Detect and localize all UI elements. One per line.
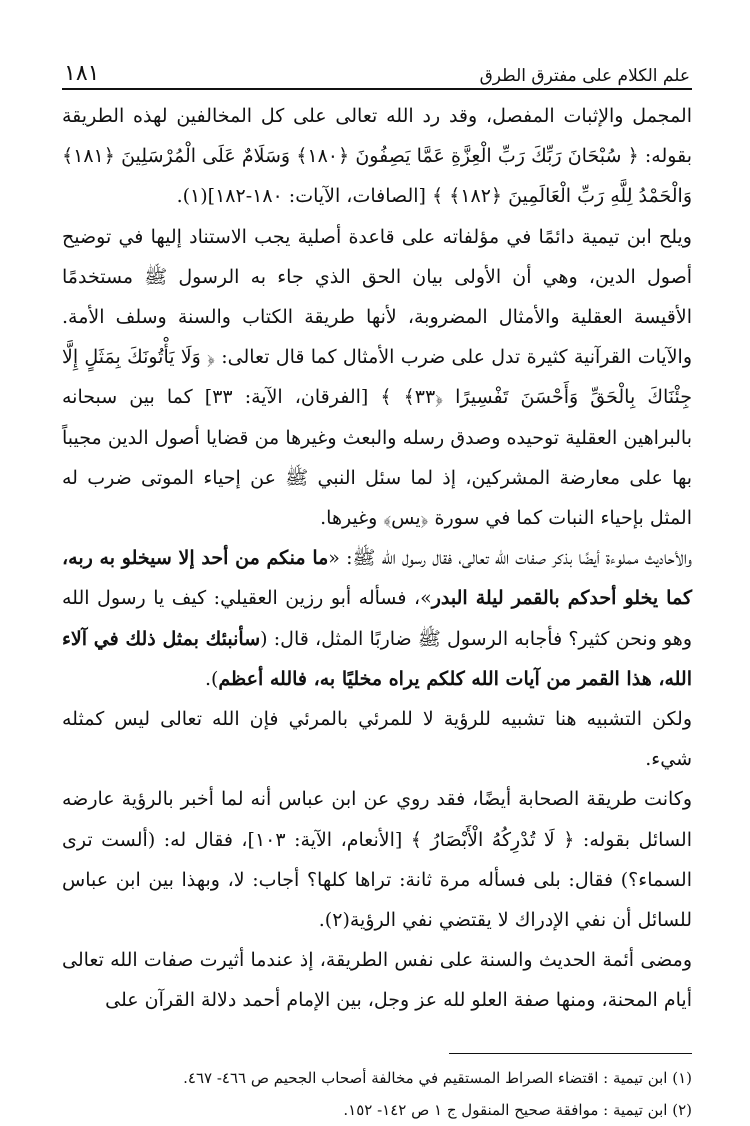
paragraph-hadith bbox=[62, 538, 692, 699]
paragraph-ibn-taymiyya-method: ويلح ابن تيمية دائمًا في مؤلفاته على قاعدة أصلية يجب الاستناد إليها في توضيح أصول الدين، وهي أن الأولى بيان الحق الذي جاء به الرسول ﷺ مستخدمًا الأقيسة العقلية والأمثال المضروبة، لأنها طريقة الكتاب والسنة وسلف الأمة. والآيات القرآنية كثيرة تدل على ضرب الأمثال كما قال تعالى: ﴿ وَلَا يَأْتُونَكَ بِمَثَلٍ إِلَّا جِئْنَاكَ بِالْحَقِّ وَأَحْسَنَ تَفْسِيرًا ﴿٣٣﴾ ﴾ [الفرقان، الآية: ٣٣] كما بين سبحانه بالبراهين العقلية توحيده وصدق رسله والبعث وغيرها من قضايا أصول الدين مجيباً بها على معارضة المشركين، إذ لما سئل النبي ﷺ عن إحياء الموتى ضرب له المثل بإحياء النبات كما في سورة ﴿يس﴾ وغيرها. bbox=[62, 225, 692, 530]
footnote-1: (١) ابن تيمية : اقتضاء الصراط المستقيم في مخالفة أصحاب الجحيم ص ٤٦٦- ٤٦٧. bbox=[183, 1068, 692, 1087]
hadith-intro: والأحاديث مملوءة أيضًا بذكر صفات الله تعالى، فقال رسول الله ﷺ: « bbox=[328, 547, 692, 570]
paragraph-quran-saffat: المجمل والإثبات المفصل، وقد رد الله تعالى على كل المخالفين لهذه الطريقة بقوله: ﴿ سُبْحَانَ رَبِّكَ رَبِّ الْعِزَّةِ عَمَّا يَصِفُونَ ﴿١٨٠﴾ وَسَلَامٌ عَلَى الْمُرْسَلِينَ ﴿١٨١﴾ وَالْحَمْدُ لِلَّهِ رَبِّ الْعَالَمِينَ ﴿١٨٢﴾ ﴾ [الصافات، الآيات: ١٨٠-١٨٢](١). bbox=[62, 105, 692, 208]
hadith-quote: ما منكم من أحد إلا سيخلو به ربه، كما يخلو أحدكم بالقمر ليلة البدر bbox=[62, 547, 692, 610]
running-title: علم الكلام على مفترق الطرق bbox=[479, 66, 690, 86]
paragraph-imams: ومضى أئمة الحديث والسنة على نفس الطريقة، إذ عندما أثيرت صفات الله تعالى أيام المحنة، ومنها صفة العلو لله عز وجل، بين الإمام أحمد دلالة القرآن على bbox=[62, 949, 692, 1012]
page-header bbox=[62, 52, 692, 90]
page-number: ١٨١ bbox=[64, 61, 100, 86]
footnote-divider bbox=[449, 1053, 692, 1054]
hadith-middle: »، فسأله أبو رزين العقيلي: كيف يا رسول الله وهو ونحن كثير؟ فأجابه الرسول ﷺ ضاربًا المثل، قال: ( bbox=[62, 587, 692, 650]
book-page bbox=[62, 52, 692, 1126]
paragraph-sahaba: وكانت طريقة الصحابة أيضًا، فقد روي عن ابن عباس أنه لما أخبر بالرؤية عارضه السائل بقوله: ﴿ لَا تُدْرِكُهُ الْأَبْصَارُ ﴾ [الأنعام، الآية: ١٠٣]، فقال له: (ألست ترى السماء؟) فقال: بلى فسأله مرة ثانة: تراها كلها؟ أجاب: لا، وبهذا بين ابن عباس للسائل أن نفي الإدراك لا يقتضي نفي الرؤية(٢). bbox=[62, 788, 692, 932]
footnote-2: (٢) ابن تيمية : موافقة صحيح المنقول ج ١ ص ١٤٢- ١٥٢. bbox=[343, 1100, 692, 1119]
paragraph-tashbih: ولكن التشبيه هنا تشبيه للرؤية لا للمرئي بالمرئي فإن الله تعالى ليس كمثله شيء. bbox=[62, 708, 692, 771]
page-body bbox=[62, 96, 692, 1021]
hadith-end: ). bbox=[204, 667, 219, 690]
hadith-answer: سأنبئك بمثل ذلك في آلاء الله، هذا القمر من آيات الله كلكم يراه مخليًا به، فالله أعظم bbox=[62, 627, 692, 690]
